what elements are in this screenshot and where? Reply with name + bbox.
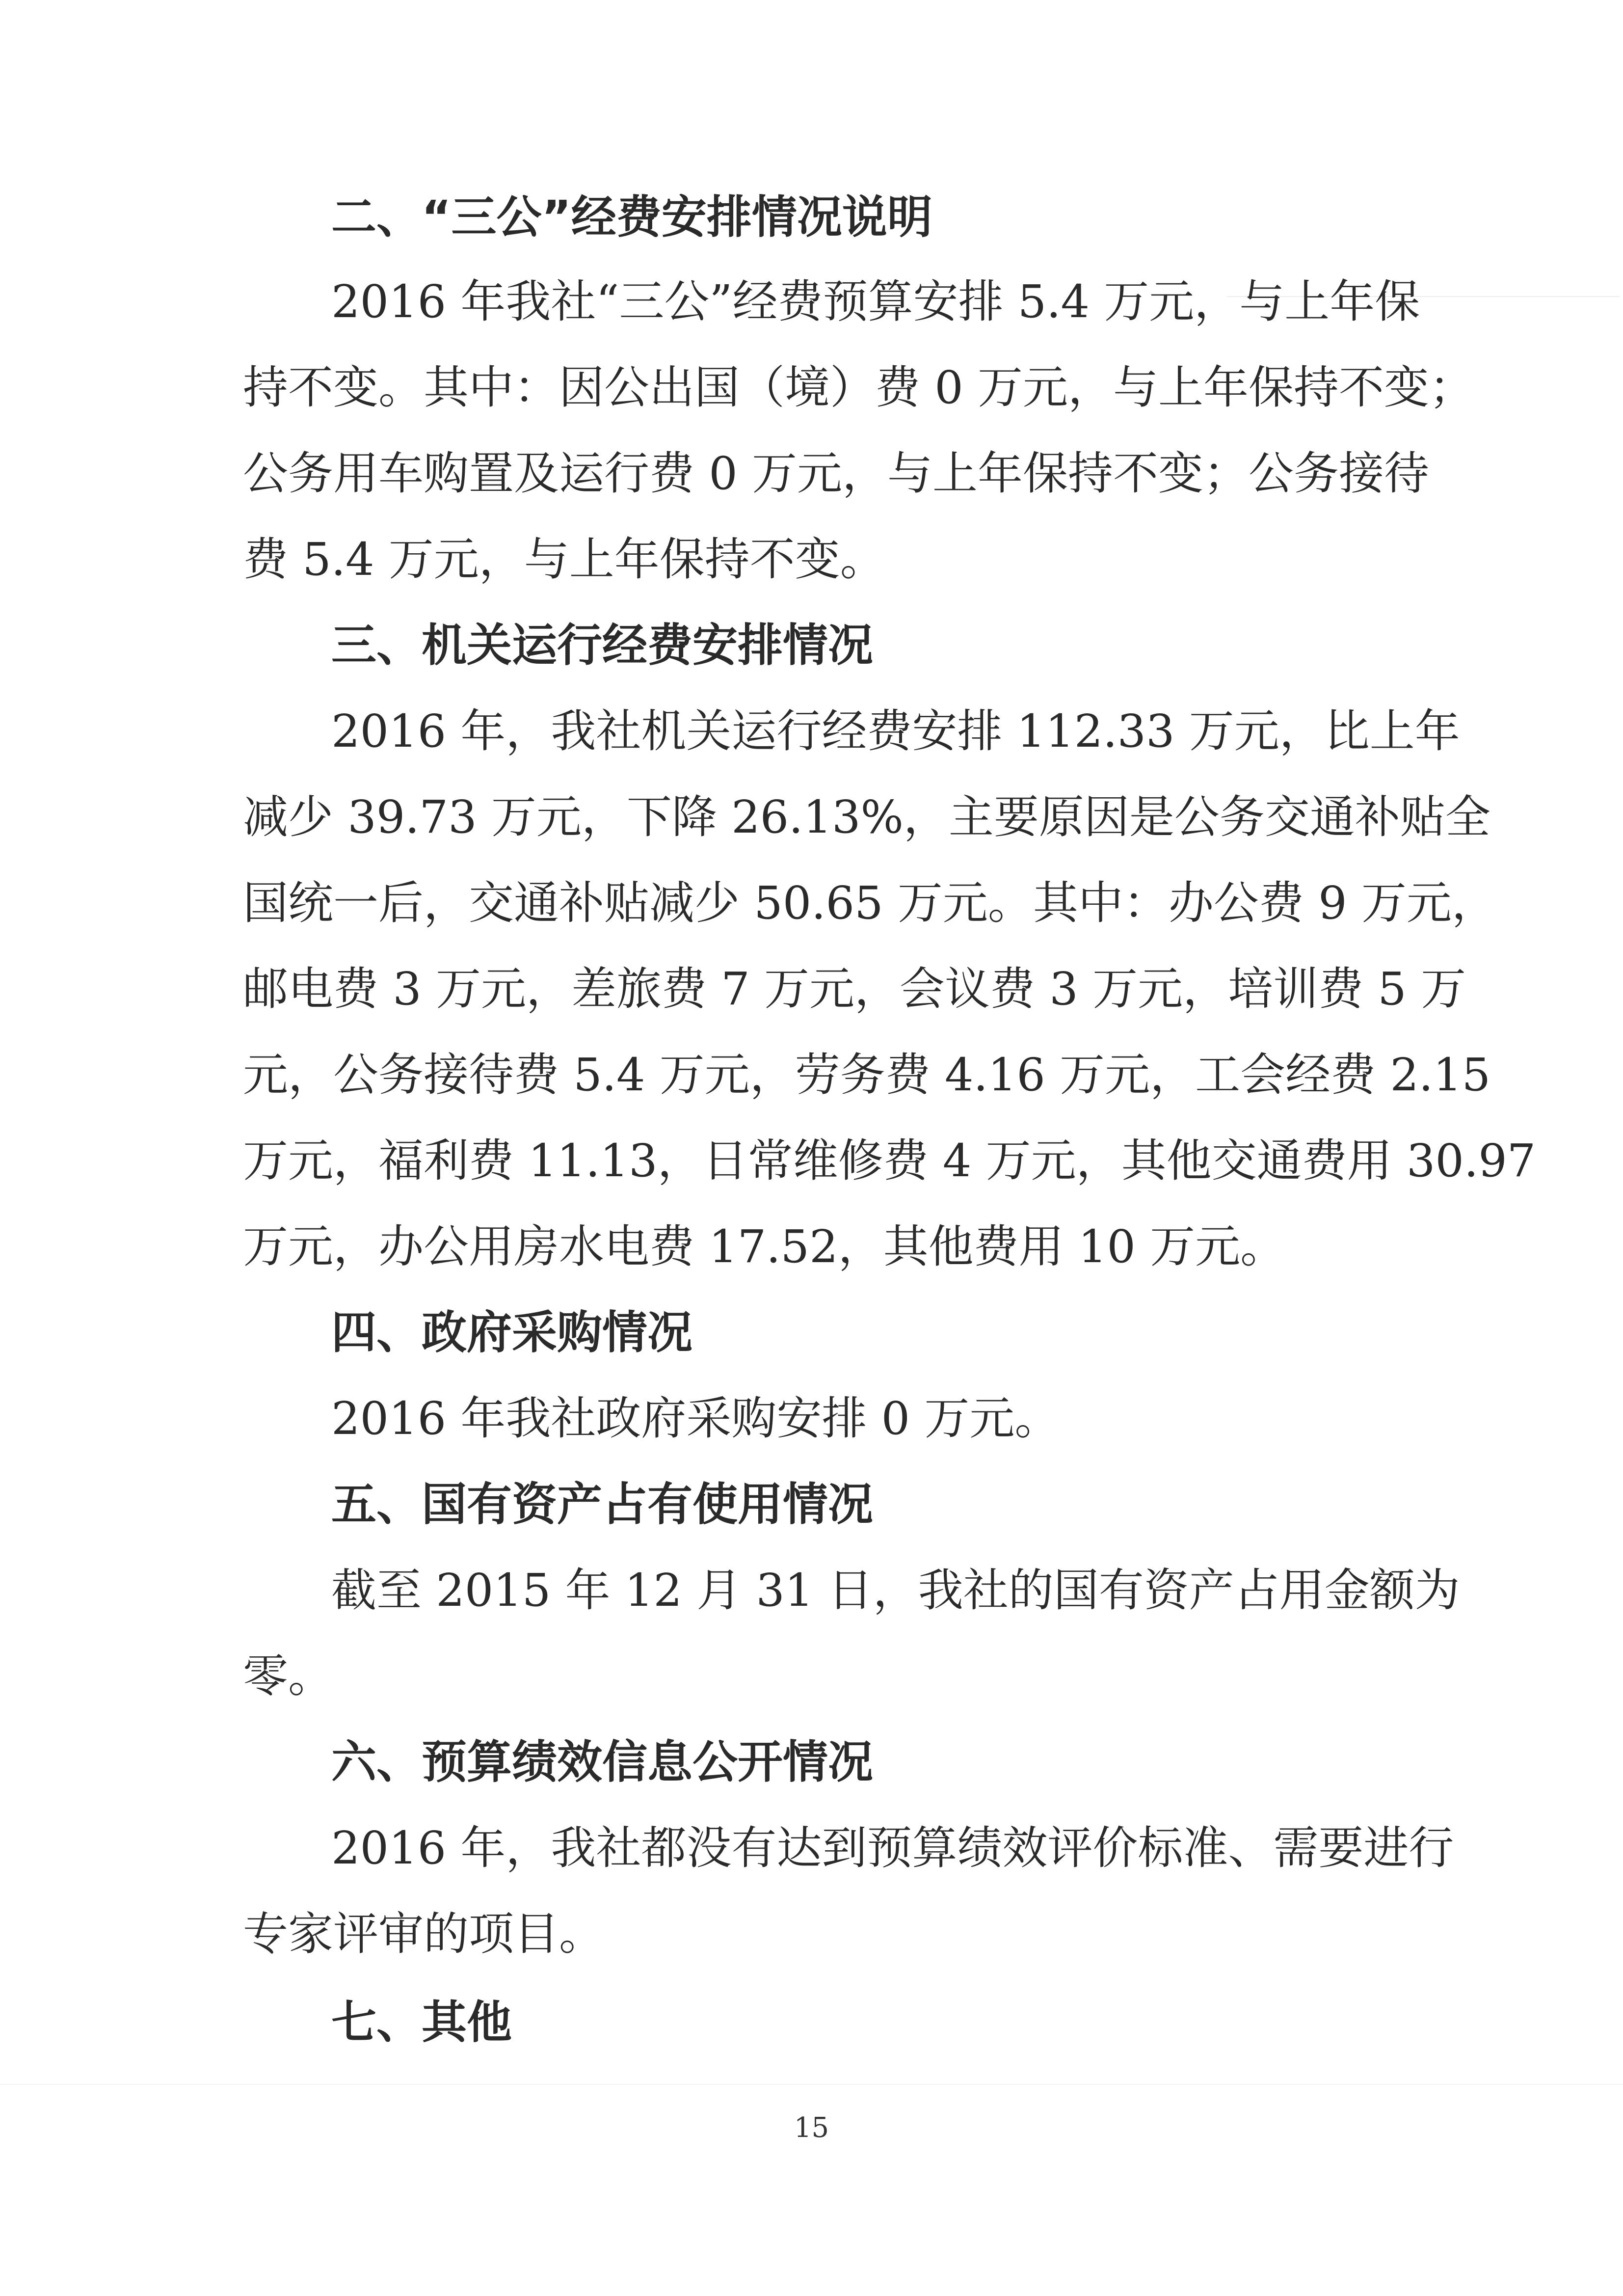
paragraph-line: 元，公务接待费 5.4 万元，劳务费 4.16 万元，工会经费 2.15 xyxy=(243,1049,1491,1101)
paragraph-line: 2016 年，我社都没有达到预算绩效评价标准、需要进行 xyxy=(331,1822,1454,1874)
paragraph-line: 2016 年我社“三公”经费预算安排 5.4 万元，与上年保 xyxy=(331,275,1420,328)
section-heading-3: 三、机关运行经费安排情况 xyxy=(331,619,874,672)
paragraph-line: 持不变。其中：因公出国（境）费 0 万元，与上年保持不变； xyxy=(243,361,1475,414)
paragraph-line: 邮电费 3 万元，差旅费 7 万元，会议费 3 万元，培训费 5 万 xyxy=(243,963,1466,1015)
paragraph-line: 截至 2015 年 12 月 31 日，我社的国有资产占用金额为 xyxy=(331,1564,1460,1617)
paragraph-line: 减少 39.73 万元，下降 26.13%，主要原因是公务交通补贴全 xyxy=(243,791,1490,843)
paragraph-line: 公务用车购置及运行费 0 万元，与上年保持不变；公务接待 xyxy=(243,447,1430,500)
paragraph-line: 万元，福利费 11.13，日常维修费 4 万元，其他交通费用 30.97 xyxy=(243,1134,1536,1187)
paragraph-line: 国统一后，交通补贴减少 50.65 万元。其中：办公费 9 万元， xyxy=(243,877,1497,929)
section-heading-5: 五、国有资产占有使用情况 xyxy=(331,1478,874,1531)
page-number: 15 xyxy=(794,2112,829,2144)
paragraph-line: 专家评审的项目。 xyxy=(243,1908,605,1960)
paragraph-line: 费 5.4 万元，与上年保持不变。 xyxy=(243,533,885,586)
section-heading-4: 四、政府采购情况 xyxy=(331,1306,693,1359)
section-heading-2: 二、“三公”经费安排情况说明 xyxy=(331,191,932,243)
paragraph-line: 万元，办公用房水电费 17.52，其他费用 10 万元。 xyxy=(243,1220,1286,1273)
scan-artifact-line xyxy=(0,2084,1623,2085)
paragraph-line: 零。 xyxy=(243,1650,334,1702)
section-heading-6: 六、预算绩效信息公开情况 xyxy=(331,1736,874,1788)
section-heading-7: 七、其他 xyxy=(331,1996,512,2049)
paragraph-line: 2016 年，我社机关运行经费安排 112.33 万元，比上年 xyxy=(331,705,1460,757)
paragraph-line: 2016 年我社政府采购安排 0 万元。 xyxy=(331,1392,1060,1445)
